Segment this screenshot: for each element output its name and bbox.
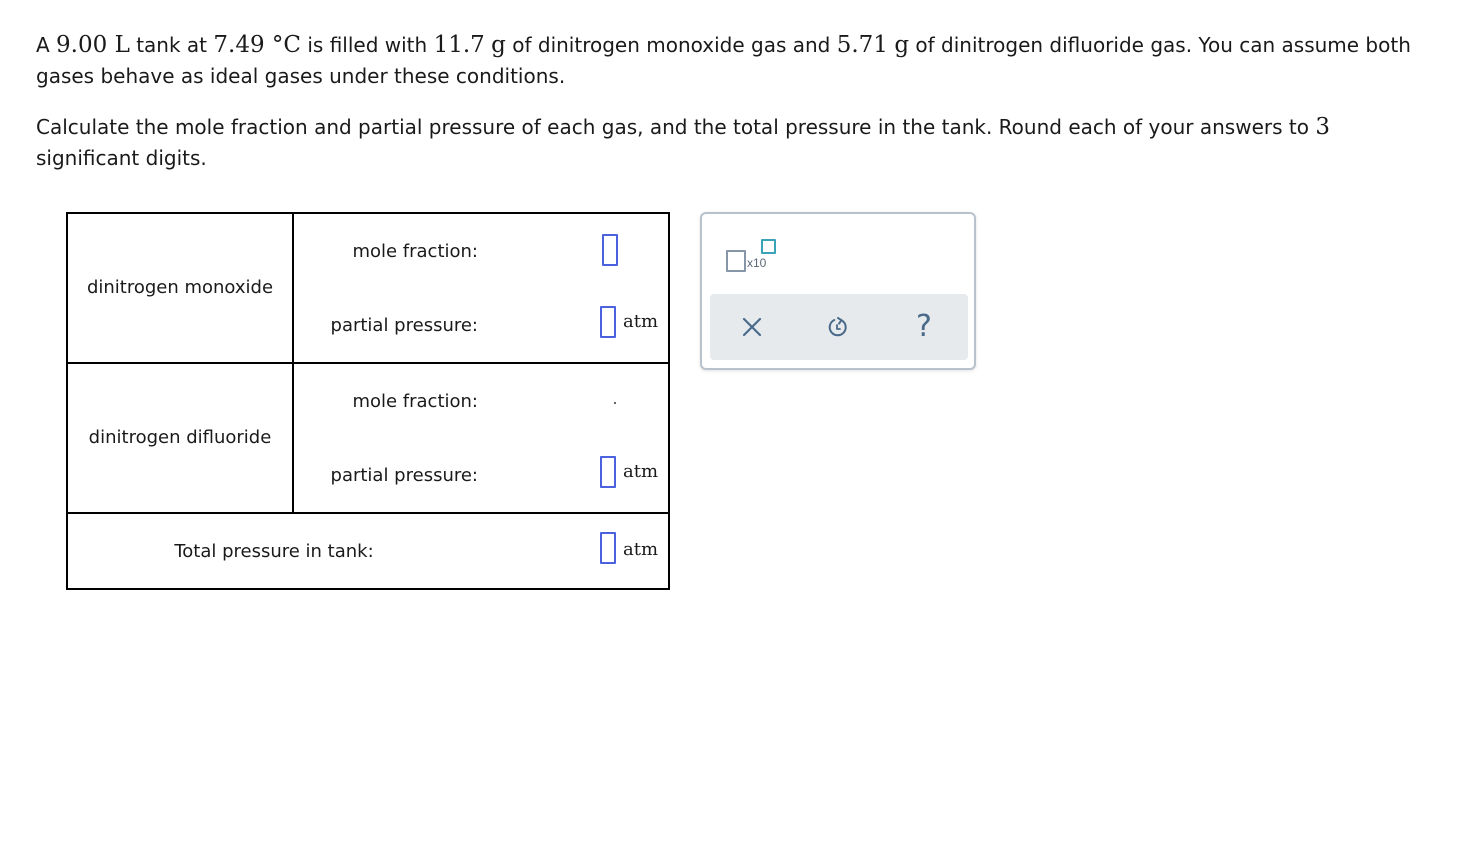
times-ten-label: x10 [747, 256, 767, 270]
unit-atm: atm [623, 311, 659, 332]
partial-pressure-input-dinitrogen-difluoride[interactable] [600, 456, 616, 488]
help-icon: ? [916, 309, 932, 344]
undo-icon [822, 311, 854, 343]
unit-atm: atm [623, 539, 659, 560]
mole-fraction-input-dinitrogen-monoxide[interactable] [602, 234, 618, 266]
help-button[interactable] [908, 311, 940, 343]
partial-pressure-label: partial pressure: [330, 315, 478, 336]
undo-button[interactable] [822, 311, 854, 343]
partial-pressure-input-dinitrogen-monoxide[interactable] [600, 306, 616, 338]
mantissa-box-icon [726, 250, 746, 272]
column-divider [292, 214, 294, 512]
problem-statement [36, 30, 1416, 174]
partial-pressure-label: partial pressure: [330, 465, 478, 486]
close-icon [736, 311, 768, 343]
mole-fraction-input-dinitrogen-difluoride[interactable] [614, 402, 616, 404]
total-pressure-label: Total pressure in tank: [174, 541, 374, 562]
mole-fraction-label: mole fraction: [352, 391, 478, 412]
gas-name-dinitrogen-monoxide: dinitrogen monoxide [86, 277, 274, 298]
mole-fraction-label: mole fraction: [352, 241, 478, 262]
gas-name-dinitrogen-difluoride: dinitrogen difluoride [88, 427, 272, 448]
problem-paragraph-1: A 9.00 L tank at 7.49 °C is filled with 11.7 g of dinitrogen monoxide gas and 5.71 g of dinitrogen difluoride gas. You can assume both gases behave as ideal gases under these conditions. [36, 32, 1411, 88]
total-pressure-input[interactable] [600, 532, 616, 564]
row-divider [68, 512, 668, 514]
answer-palette [700, 212, 976, 370]
palette-toolbar [710, 294, 968, 360]
clear-button[interactable] [736, 311, 768, 343]
scientific-notation-button[interactable] [724, 236, 784, 272]
answer-table [66, 212, 670, 590]
exponent-box-icon [761, 239, 776, 254]
unit-atm: atm [623, 461, 659, 482]
row-divider [68, 362, 668, 364]
problem-paragraph-2: Calculate the mole fraction and partial pressure of each gas, and the total pressure in the tank. Round each of your answers to 3 significant digits. [36, 114, 1330, 170]
